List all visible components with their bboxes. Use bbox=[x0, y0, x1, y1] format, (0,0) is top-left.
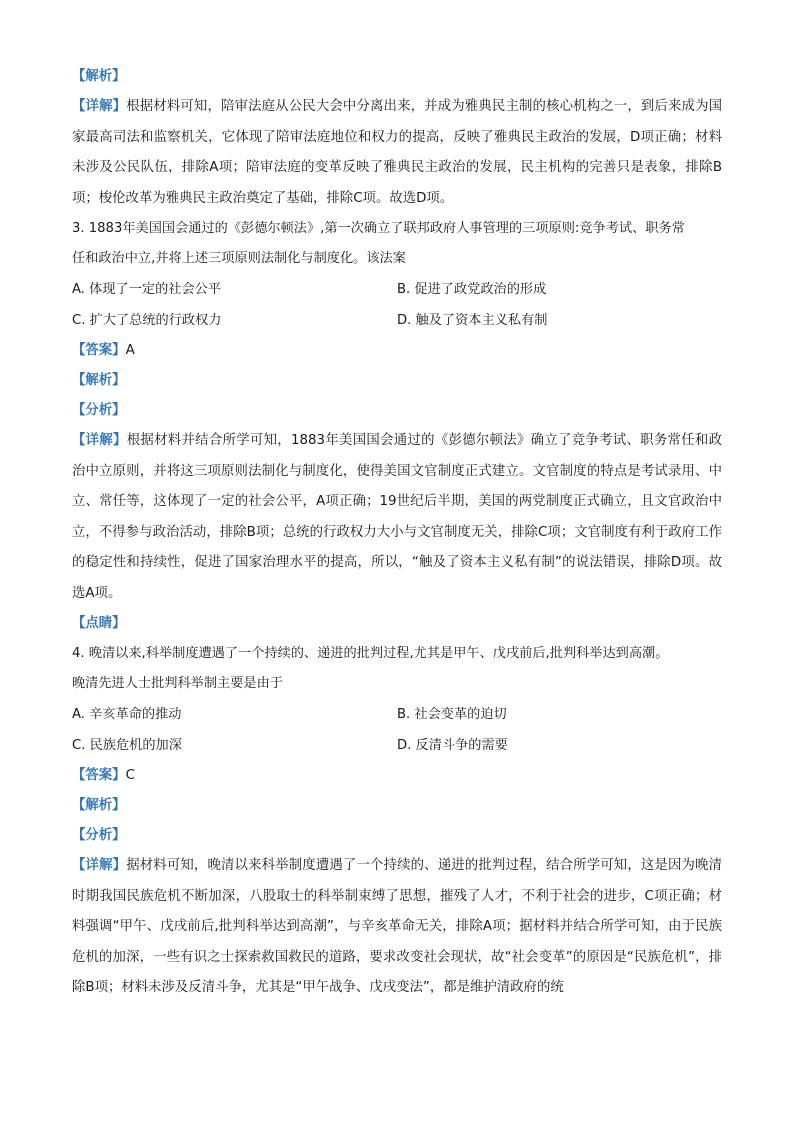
q3-options-row bbox=[72, 274, 722, 305]
q4-analysis-label bbox=[72, 791, 722, 821]
section-label-analysis bbox=[72, 62, 722, 92]
q3-dianjing-label bbox=[72, 609, 722, 639]
q3-detailed-explanation bbox=[72, 426, 722, 609]
q3-fenxi-label bbox=[72, 396, 722, 426]
detail-label: 【详解】 bbox=[72, 433, 127, 448]
q4-option-d: D. 反清斗争的需要 bbox=[397, 738, 508, 753]
answer-label: 【答案】 bbox=[72, 343, 126, 358]
analysis-label: 【解析】 bbox=[72, 798, 126, 813]
fenxi-label: 【分析】 bbox=[72, 828, 126, 843]
dianjing-label: 【点睛】 bbox=[72, 616, 126, 631]
detail-label: 【详解】 bbox=[72, 99, 127, 114]
q4-options-row bbox=[72, 699, 722, 730]
q4-stem-line: 晚清先进人士批判科举制主要是由于 bbox=[72, 676, 283, 691]
answer-label: 【答案】 bbox=[72, 768, 126, 783]
q4-answer bbox=[72, 761, 722, 791]
q3-analysis-label bbox=[72, 366, 722, 396]
q3-option-c: C. 扩大了总统的行政权力 bbox=[72, 313, 222, 328]
q3-option-b: B. 促进了政党政治的形成 bbox=[397, 282, 547, 297]
q3-option-a: A. 体现了一定的社会公平 bbox=[72, 282, 222, 297]
fenxi-label: 【分析】 bbox=[72, 403, 126, 418]
analysis-label: 【解析】 bbox=[72, 373, 126, 388]
q3-options-row bbox=[72, 305, 722, 336]
q4-stem-line: 4. 晚清以来,科举制度遭遇了一个持续的、递进的批判过程,尤其是甲午、戊戌前后,批判科举达到高潮。 bbox=[72, 646, 669, 661]
detail-label: 【详解】 bbox=[72, 858, 127, 873]
detail-text: 据材料可知，晚清以来科举制度遭遇了一个持续的、递进的批判过程，结合所学可知，这是因为晚清时期我国民族危机不断加深，八股取士的科举制束缚了思想，摧残了人才，不利于社会的进步，C项正确；材料强调“甲午、戊戌前后,批判科举达到高潮”，与辛亥革命无关，排除A项；据材料并结合所学可知，由于民族危机的加深，一些有识之士探索救国救民的道路，要求改变社会现状，故“社会变革”的原因是“民族危机”，排除B项；材料未涉及反清斗争，尤其是“甲午战争、戊戌变法”，都是维护清政府的统 bbox=[72, 858, 723, 995]
q3-stem-line: 任和政治中立,并将上述三项原则法制化与制度化。该法案 bbox=[72, 251, 406, 266]
q4-option-b: B. 社会变革的迫切 bbox=[397, 707, 507, 722]
q4-detailed-explanation bbox=[72, 851, 722, 1004]
q2-detailed-explanation bbox=[72, 92, 722, 214]
q4-fenxi-label bbox=[72, 821, 722, 851]
document-page bbox=[72, 62, 722, 1004]
q3-option-d: D. 触及了资本主义私有制 bbox=[397, 313, 548, 328]
q3-stem-line: 3. 1883年美国国会通过的《彭德尔顿法》,第一次确立了联邦政府人事管理的三项原则:竞争考试、职务常 bbox=[72, 221, 685, 236]
analysis-label: 【解析】 bbox=[72, 69, 126, 84]
q3-stem bbox=[72, 214, 722, 274]
answer-value: C bbox=[125, 768, 135, 783]
q3-answer bbox=[72, 336, 722, 366]
answer-value: A bbox=[125, 343, 135, 358]
q4-stem bbox=[72, 639, 722, 699]
q4-option-a: A. 辛亥革命的推动 bbox=[72, 707, 182, 722]
q4-options-row bbox=[72, 730, 722, 761]
detail-text: 根据材料并结合所学可知，1883年美国国会通过的《彭德尔顿法》确立了竞争考试、职务常任和政治中立原则，并将这三项原则法制化与制度化，使得美国文官制度正式建立。文官制度的特点是考试录用、中立、常任等，这体现了一定的社会公平，A项正确；19世纪后半期，美国的两党制度正式确立，且文官政治中立，不得参与政治活动，排除B项；总统的行政权力大小与文官制度无关，排除C项；文官制度有利于政府工作的稳定性和持续性，促进了国家治理水平的提高，所以，“触及了资本主义私有制”的说法错误，排除D项。故选A项。 bbox=[72, 433, 722, 601]
detail-text: 根据材料可知，陪审法庭从公民大会中分离出来，并成为雅典民主制的核心机构之一，到后来成为国家最高司法和监察机关，它体现了陪审法庭地位和权力的提高，反映了雅典民主政治的发展，D项正确；材料未涉及公民队伍，排除A项；陪审法庭的变革反映了雅典民主政治的发展，民主机构的完善只是表象，排除B项；梭伦改革为雅典民主政治奠定了基础，排除C项。故选D项。 bbox=[72, 99, 723, 206]
q4-option-c: C. 民族危机的加深 bbox=[72, 738, 182, 753]
